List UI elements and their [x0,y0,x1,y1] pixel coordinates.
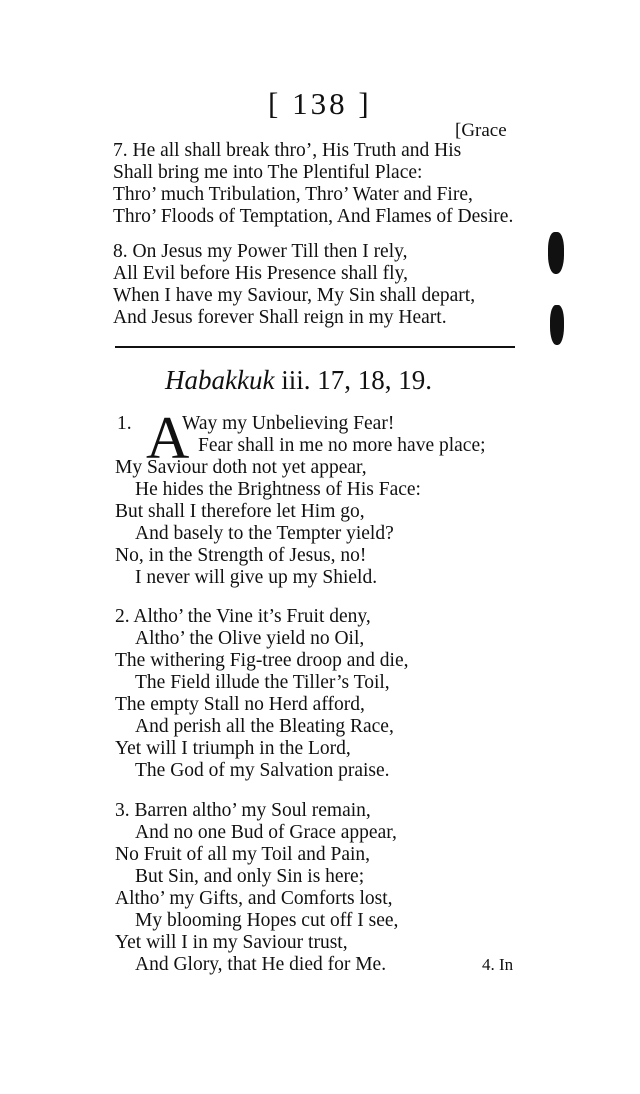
stanza2-line-5: The empty Stall no Herd afford, [115,694,365,715]
stanza1-line-5: But shall I therefore let Him go, [115,501,365,522]
hymn-title-reference: iii. 17, 18, 19. [274,365,432,395]
verse8-line-4: And Jesus forever Shall reign in my Heart. [113,307,447,328]
stanza3-line-1: 3. Barren altho’ my Soul remain, [115,800,371,821]
stanza1-line-4: He hides the Brightness of His Face: [135,479,421,500]
verse8-line-1: 8. On Jesus my Power Till then I rely, [113,241,408,262]
verse7-line-4: Thro’ Floods of Temptation, And Flames of Desire. [113,206,514,227]
stanza2-line-1: 2. Altho’ the Vine it’s Fruit deny, [115,606,371,627]
section-rule [115,346,515,348]
stanza3-line-6: My blooming Hopes cut off I see, [135,910,399,931]
stanza1-line-6: And basely to the Tempter yield? [135,523,394,544]
stanza2-line-8: The God of my Salvation praise. [135,760,390,781]
ink-blot [550,305,564,345]
stanza2-line-4: The Field illude the Tiller’s Toil, [135,672,390,693]
stanza1-line-3: My Saviour doth not yet appear, [115,457,367,478]
stanza2-line-6: And perish all the Bleating Race, [135,716,394,737]
catchword-bottom: 4. In [482,955,514,974]
stanza3-line-7: Yet will I in my Saviour trust, [115,932,348,953]
verse8-line-3: When I have my Saviour, My Sin shall depart, [113,285,476,306]
verse8-line-2: All Evil before His Presence shall fly, [113,263,408,284]
stanza2-line-3: The withering Fig-tree droop and die, [115,650,409,671]
stanza3-line-3: No Fruit of all my Toil and Pain, [115,844,371,865]
stanza3-line-4: But Sin, and only Sin is here; [135,866,365,887]
hymn-title-book: Habakkuk [165,365,275,395]
stanza1-line-2: Fear shall in me no more have place; [198,435,486,456]
verse7-line-2: Shall bring me into The Plentiful Place: [113,162,423,183]
hymn-title [165,365,432,396]
stanza2-line-2: Altho’ the Olive yield no Oil, [135,628,365,649]
stanza3-line-8: And Glory, that He died for Me. [135,954,387,975]
stanza1-line-1: Way my Unbelieving Fear! [182,413,395,434]
stanza1-number: 1. [117,413,132,434]
verse7-line-3: Thro’ much Tribulation, Thro’ Water and Fire, [113,184,473,205]
drop-cap: A [146,405,190,471]
catchword-top: [Grace [455,120,507,141]
ink-blot [548,232,564,274]
page-number: [ 138 ] [268,86,372,121]
verse7-line-1: 7. He all shall break thro’, His Truth and His [113,140,462,161]
stanza2-line-7: Yet will I triumph in the Lord, [115,738,351,759]
stanza3-line-2: And no one Bud of Grace appear, [135,822,397,843]
stanza1-line-7: No, in the Strength of Jesus, no! [115,545,367,566]
stanza3-line-5: Altho’ my Gifts, and Comforts lost, [115,888,393,909]
stanza1-line-8: I never will give up my Shield. [135,567,378,588]
